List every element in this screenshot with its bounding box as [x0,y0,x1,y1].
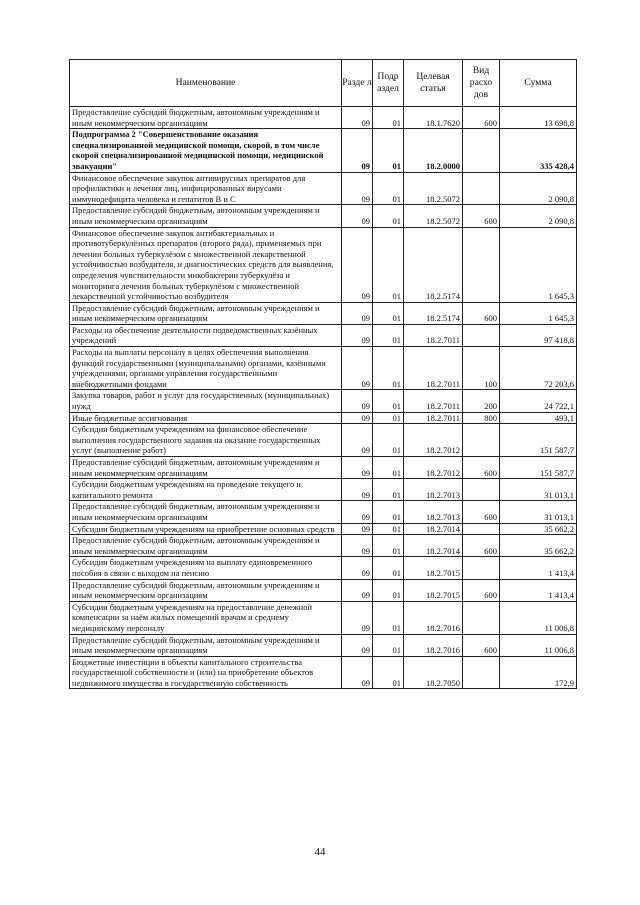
cell-target-article: 18.2.7013 [404,479,463,501]
table-row [70,535,577,557]
table-row [70,457,577,479]
table-row [70,412,577,424]
cell-target-article: 18.2.5072 [404,205,463,227]
cell-sum: 335 428,4 [500,129,577,172]
cell-target-article: 18.2.7012 [404,457,463,479]
cell-razdel: 09 [342,205,373,227]
cell-podrazdel: 01 [373,172,404,205]
cell-target-article: 18.2.7011 [404,347,463,390]
table-row [70,107,577,129]
cell-target-article: 18.2.7016 [404,601,463,634]
cell-name: Предоставление субсидий бюджетным, автономным учреждениям и иным некоммерческим организациям [70,501,342,523]
cell-razdel: 09 [342,302,373,324]
table-row [70,424,577,457]
cell-razdel: 09 [342,479,373,501]
cell-podrazdel: 01 [373,523,404,535]
cell-name: Финансовое обеспечение закупок антивирусных препаратов для профилактики и лечения лиц, инфицированных вирусами иммунодефицита человека и гепатитов B и C [70,172,342,205]
cell-name: Субсидии бюджетным учреждениям на финансовое обеспечение выполнения государственного задания на оказание государственных услуг (выполнение работ) [70,424,342,457]
cell-sum: 31 013,1 [500,501,577,523]
cell-podrazdel: 01 [373,424,404,457]
cell-sum: 151 587,7 [500,457,577,479]
header-sum: Сумма [500,60,577,107]
table-row [70,347,577,390]
cell-name: Иные бюджетные ассигнования [70,412,342,424]
cell-name: Предоставление субсидий бюджетным, автономным учреждениям и иным некоммерческим организациям [70,107,342,129]
cell-sum: 1 645,3 [500,227,577,302]
cell-sum: 13 698,8 [500,107,577,129]
cell-name: Предоставление субсидий бюджетным, автономным учреждениям и иным некоммерческим организациям [70,579,342,601]
cell-podrazdel: 01 [373,501,404,523]
cell-podrazdel: 01 [373,324,404,346]
cell-expense-type [463,557,500,579]
header-podrazdel: Подр аздел [373,60,404,107]
table-row [70,205,577,227]
cell-razdel: 09 [342,501,373,523]
table-row [70,302,577,324]
cell-name: Предоставление субсидий бюджетным, автономным учреждениям и иным некоммерческим организациям [70,457,342,479]
cell-podrazdel: 01 [373,129,404,172]
cell-expense-type: 600 [463,579,500,601]
cell-name: Предоставление субсидий бюджетным, автономным учреждениям и иным некоммерческим организациям [70,634,342,656]
cell-sum: 151 587,7 [500,424,577,457]
cell-razdel: 09 [342,172,373,205]
header-target-article: Целевая статья [404,60,463,107]
cell-expense-type [463,227,500,302]
cell-sum: 2 090,8 [500,205,577,227]
table-row [70,501,577,523]
cell-name: Подпрограмма 2 "Совершенствование оказания специализированной медицинской помощи, скорой, в том числе скорой специализированной медицинской помощи, медицинской эвакуации" [70,129,342,172]
cell-expense-type: 200 [463,390,500,412]
cell-expense-type [463,656,500,689]
table-row [70,523,577,535]
cell-razdel: 09 [342,535,373,557]
cell-expense-type: 600 [463,457,500,479]
cell-expense-type: 600 [463,205,500,227]
cell-target-article: 18.2.7011 [404,412,463,424]
cell-target-article: 18.2.7014 [404,523,463,535]
cell-sum: 1 413,4 [500,557,577,579]
table-row [70,601,577,634]
cell-podrazdel: 01 [373,457,404,479]
table-row [70,656,577,689]
cell-expense-type: 600 [463,501,500,523]
cell-podrazdel: 01 [373,107,404,129]
cell-razdel: 09 [342,412,373,424]
table-row [70,390,577,412]
cell-target-article: 18.2.7011 [404,324,463,346]
cell-podrazdel: 01 [373,579,404,601]
cell-sum: 2 090,8 [500,172,577,205]
cell-target-article: 18.2.7014 [404,535,463,557]
cell-expense-type [463,129,500,172]
cell-sum: 24 722,1 [500,390,577,412]
cell-name: Финансовое обеспечение закупок антибактериальных и противотуберкулёзных препаратов (второго ряда), применяемых при лечении больных туберкулёзом с множественной лекарственной устойчивостью возбудителя, и диагностических средств для выявления, определения чувствительности микобактерии туберкулёза и мониторинга лечения больных туберкулёзом с множественной лекарственной устойчивостью возбудителя [70,227,342,302]
table-row [70,227,577,302]
cell-razdel: 09 [342,424,373,457]
cell-podrazdel: 01 [373,227,404,302]
cell-razdel: 09 [342,390,373,412]
header-expense-type: Вид расхо дов [463,60,500,107]
cell-expense-type: 600 [463,302,500,324]
cell-target-article: 18.2.5174 [404,227,463,302]
cell-name: Расходы на выплаты персоналу в целях обеспечения выполнения функций государственными (муниципальными) органами, казёнными учреждениями, органами управления государственными внебюджетными фондами [70,347,342,390]
header-razdel: Разде л [342,60,373,107]
cell-target-article: 18.2.0000 [404,129,463,172]
table-row [70,172,577,205]
table-row [70,324,577,346]
budget-table [69,59,577,689]
cell-podrazdel: 01 [373,479,404,501]
cell-podrazdel: 01 [373,634,404,656]
page-number: 44 [314,846,326,858]
cell-podrazdel: 01 [373,557,404,579]
cell-target-article: 18.1.7620 [404,107,463,129]
cell-target-article: 18.2.7016 [404,634,463,656]
cell-target-article: 18.2.7013 [404,501,463,523]
cell-expense-type: 600 [463,634,500,656]
cell-podrazdel: 01 [373,390,404,412]
cell-expense-type: 600 [463,535,500,557]
cell-name: Бюджетные инвестиции в объекты капитального строительства государственной собственности и (или) на приобретение объектов недвижимого имущества в государственную собственность [70,656,342,689]
cell-expense-type [463,324,500,346]
cell-expense-type [463,172,500,205]
cell-podrazdel: 01 [373,656,404,689]
cell-name: Субсидии бюджетным учреждениям на приобретение основных средств [70,523,342,535]
cell-target-article: 18.2.7012 [404,424,463,457]
cell-name: Субсидии бюджетным учреждениям на выплату единовременного пособия в связи с выходом на пенсию [70,557,342,579]
cell-name: Закупка товаров, работ и услуг для государственных (муниципальных) нужд [70,390,342,412]
cell-sum: 1 413,4 [500,579,577,601]
cell-target-article: 18.2.7011 [404,390,463,412]
cell-expense-type: 600 [463,107,500,129]
cell-target-article: 18.2.5072 [404,172,463,205]
header-name: Наименование [70,60,342,107]
cell-sum: 35 662,2 [500,535,577,557]
cell-razdel: 09 [342,457,373,479]
table-row [70,557,577,579]
cell-expense-type [463,479,500,501]
cell-podrazdel: 01 [373,302,404,324]
table-row [70,579,577,601]
cell-sum: 11 006,8 [500,634,577,656]
cell-razdel: 09 [342,656,373,689]
cell-name: Субсидии бюджетным учреждениям на предоставление денежной компенсации за наём жилых помещений врачам и среднему медицинскому персоналу [70,601,342,634]
cell-sum: 72 203,6 [500,347,577,390]
cell-sum: 11 006,8 [500,601,577,634]
cell-razdel: 09 [342,523,373,535]
cell-sum: 31 013,1 [500,479,577,501]
cell-name: Предоставление субсидий бюджетным, автономным учреждениям и иным некоммерческим организациям [70,535,342,557]
cell-sum: 97 418,8 [500,324,577,346]
cell-name: Предоставление субсидий бюджетным, автономным учреждениям и иным некоммерческим организациям [70,205,342,227]
cell-target-article: 18.2.7050 [404,656,463,689]
cell-expense-type [463,424,500,457]
cell-podrazdel: 01 [373,601,404,634]
cell-podrazdel: 01 [373,347,404,390]
cell-target-article: 18.2.5174 [404,302,463,324]
table-header-row [70,60,577,107]
cell-razdel: 09 [342,107,373,129]
table-row [70,479,577,501]
cell-expense-type: 100 [463,347,500,390]
cell-razdel: 09 [342,129,373,172]
cell-expense-type: 800 [463,412,500,424]
cell-sum: 172,9 [500,656,577,689]
cell-razdel: 09 [342,557,373,579]
cell-expense-type [463,523,500,535]
cell-podrazdel: 01 [373,412,404,424]
cell-name: Субсидии бюджетным учреждениям на проведение текущего и капитального ремонта [70,479,342,501]
cell-sum: 1 645,3 [500,302,577,324]
cell-razdel: 09 [342,347,373,390]
cell-podrazdel: 01 [373,205,404,227]
cell-expense-type [463,601,500,634]
cell-razdel: 09 [342,634,373,656]
cell-razdel: 09 [342,227,373,302]
cell-sum: 493,1 [500,412,577,424]
table-row [70,634,577,656]
table-body [70,107,577,689]
cell-target-article: 18.2.7015 [404,557,463,579]
cell-name: Предоставление субсидий бюджетным, автономным учреждениям и иным некоммерческим организациям [70,302,342,324]
cell-razdel: 09 [342,601,373,634]
cell-target-article: 18.2.7015 [404,579,463,601]
cell-podrazdel: 01 [373,535,404,557]
cell-name: Расходы на обеспечение деятельности подведомственных казённых учреждений [70,324,342,346]
cell-razdel: 09 [342,579,373,601]
cell-sum: 35 662,2 [500,523,577,535]
table-row [70,129,577,172]
cell-razdel: 09 [342,324,373,346]
